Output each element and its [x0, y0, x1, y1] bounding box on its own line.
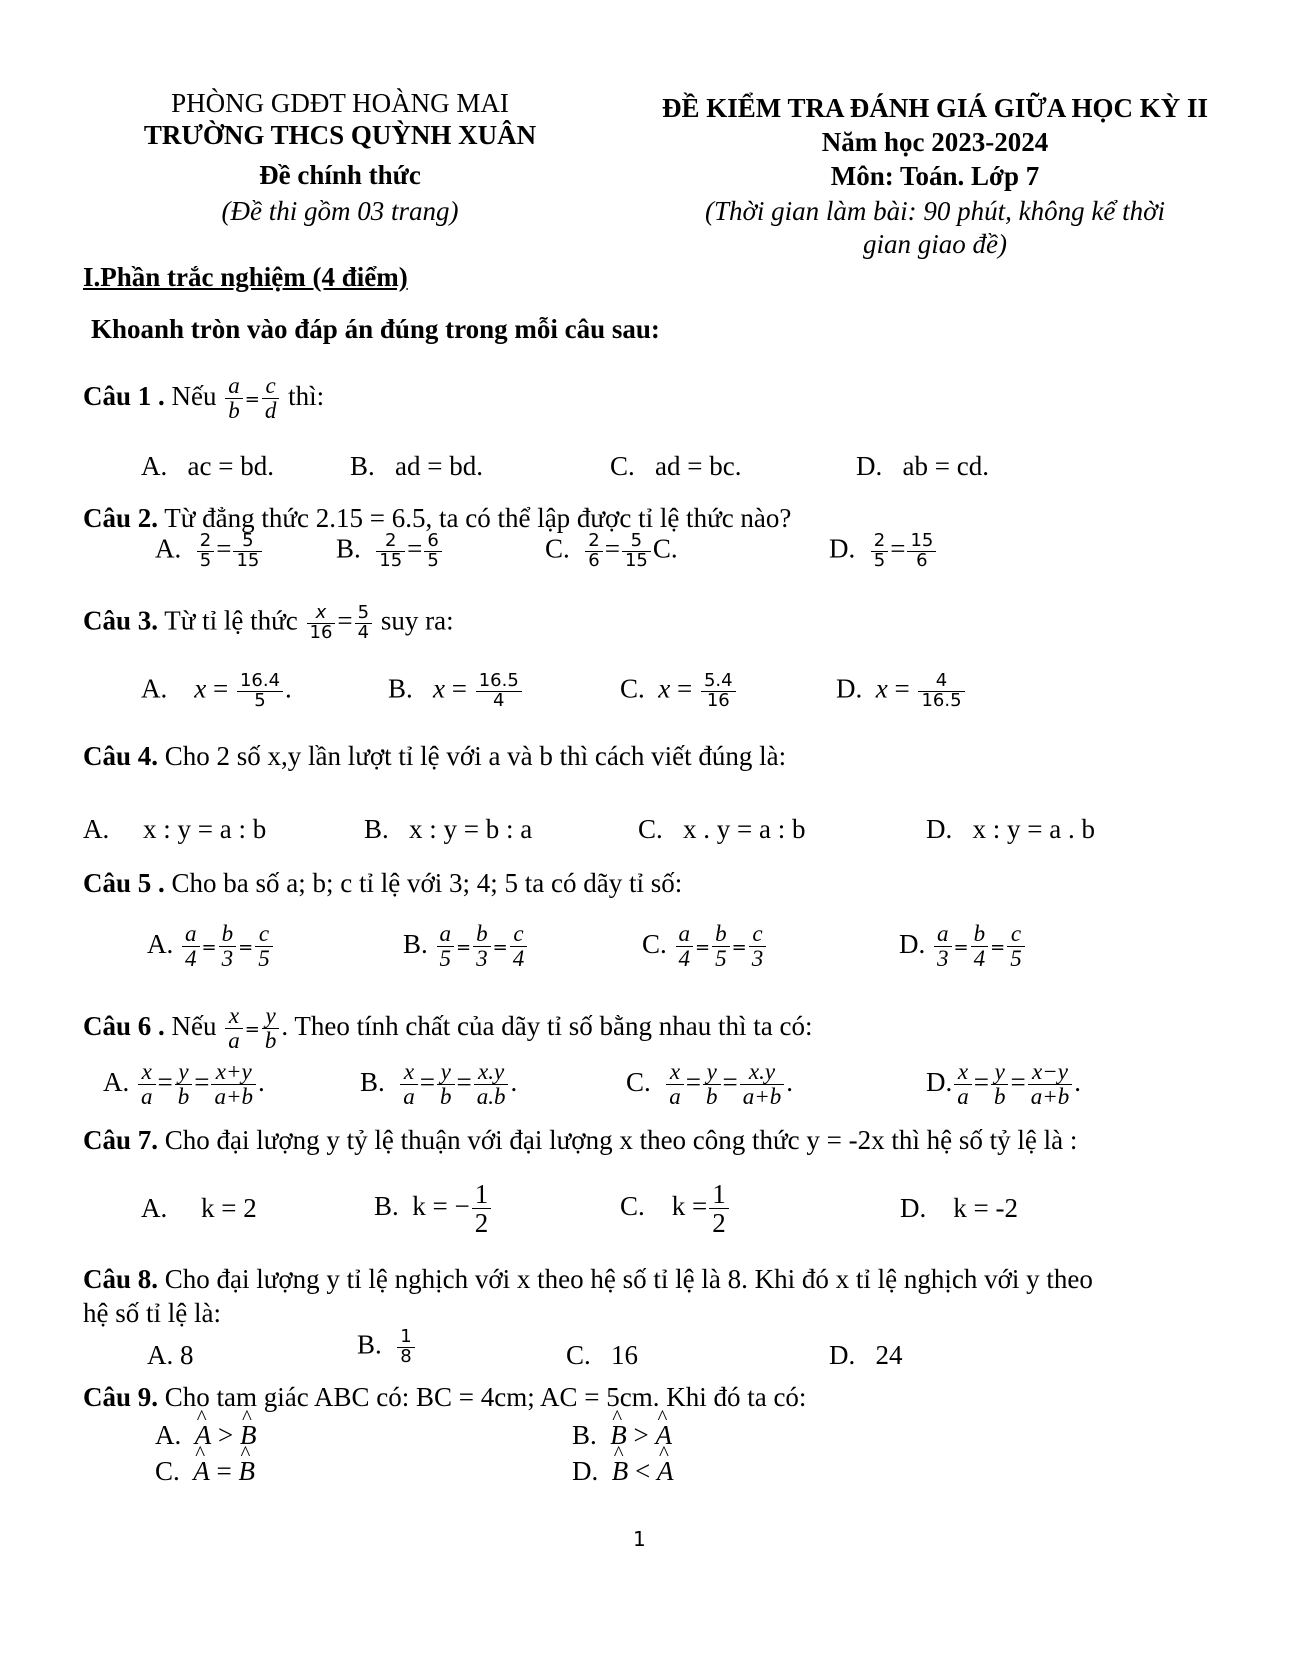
page-count-note: (Đề thi gồm 03 trang): [221, 196, 459, 226]
question-label: Câu 6 .: [83, 1010, 165, 1041]
question-5: [83, 868, 682, 899]
fraction-y-b: $\frac{y}{b}$: [262, 1004, 280, 1053]
question-text: thì:: [288, 380, 325, 411]
q2-option-d[interactable]: D. $\frac{2}{5}$ = $\frac{15}{6}$: [829, 532, 938, 571]
question-text: . Theo tính chất của dãy tỉ số bằng nhau thì ta có:: [281, 1010, 813, 1041]
question-8: [83, 1264, 1093, 1295]
q6-option-b[interactable]: B. $\frac{x}{a}$ = $\frac{y}{b}$ = $\frac{x.y}{a.b}$ .: [360, 1059, 518, 1110]
page-number: 1: [633, 1527, 646, 1551]
q6-option-a[interactable]: A. $\frac{x}{a}$ = $\frac{y}{b}$ = $\frac{x+y}{a+b}$ .: [103, 1059, 265, 1110]
q7-option-a[interactable]: A. k = 2: [141, 1193, 257, 1223]
question-9: [83, 1382, 806, 1413]
q6-option-c[interactable]: C. $\frac{x}{a}$ = $\frac{y}{b}$ = $\frac{x.y}{a+b}$ .: [626, 1059, 794, 1110]
instruction: Khoanh tròn vào đáp án đúng trong mỗi câu sau:: [91, 314, 660, 344]
q3-option-a[interactable]: A. x = $\frac{16.4}{5}$ .: [141, 670, 292, 711]
q5-option-c[interactable]: C. $\frac{a}{4}$ = $\frac{b}{5}$ = $\frac{c}{3}$: [642, 922, 768, 971]
question-3: Câu 3. Từ tỉ lệ thức $\frac{x}{16}$ = $\frac{5}{4}$ suy ra:: [83, 602, 454, 643]
section-title: I.Phần trắc nghiệm (4 điểm): [83, 262, 408, 292]
q5-option-b[interactable]: B. $\frac{a}{5}$ = $\frac{b}{3}$ = $\frac{c}{4}$: [403, 922, 529, 971]
question-label: Câu 5 .: [83, 868, 165, 898]
question-label: Câu 7.: [83, 1125, 159, 1155]
fraction-x-16: $\frac{x}{16}$: [307, 604, 336, 643]
question-1: Câu 1 . Nếu $\frac{a}{b}$ = $\frac{c}{d}$ thì:: [83, 373, 325, 424]
q2-option-a[interactable]: A. $\frac{2}{5}$ = $\frac{5}{15}$: [155, 532, 264, 571]
question-text: Nếu: [171, 1010, 217, 1041]
subject-line: Môn: Toán. Lớp 7: [830, 161, 1040, 191]
question-7: [83, 1125, 1077, 1156]
question-text: Cho tam giác ABC có: BC = 4cm; AC = 5cm. Khi đó ta có:: [164, 1382, 807, 1412]
question-4: [83, 741, 786, 772]
q4-option-b[interactable]: B. x : y = b : a: [364, 814, 533, 844]
official-label: Đề chính thức: [259, 160, 421, 190]
q4-option-d[interactable]: D. x : y = a . b: [926, 814, 1095, 844]
question-label: Câu 3.: [83, 605, 159, 636]
q5-option-a[interactable]: A. $\frac{a}{4}$ = $\frac{b}{3}$ = $\frac{c}{5}$: [147, 922, 275, 971]
q1-option-c[interactable]: C. ad = bc.: [610, 451, 742, 481]
q8-option-c[interactable]: C. 16: [566, 1340, 639, 1370]
question-text: Cho đại lượng y tỉ lệ nghịch với x theo hệ số tỉ lệ là 8. Khi đó x tỉ lệ nghịch với y theo: [164, 1264, 1093, 1294]
time-note-line2: gian giao đề): [863, 229, 1007, 259]
school-year: Năm học 2023-2024: [821, 127, 1049, 157]
question-text: suy ra:: [380, 605, 454, 636]
q3-option-c[interactable]: C. x = $\frac{5.4}{16}$: [620, 672, 738, 711]
question-text: Cho 2 số x,y lần lượt tỉ lệ với a và b thì cách viết đúng là:: [164, 741, 787, 771]
q3-option-d[interactable]: D. x = $\frac{4}{16.5}$: [836, 672, 967, 711]
question-label: Câu 8.: [83, 1264, 159, 1294]
q9-option-c[interactable]: C. ^ A = ^ B: [155, 1456, 255, 1487]
question-8-line2: hệ số tỉ lệ là:: [83, 1298, 221, 1328]
exam-title: ĐỀ KIỂM TRA ĐÁNH GIÁ GIỮA HỌC KỲ II: [661, 93, 1209, 123]
fraction-x-a: $\frac{x}{a}$: [225, 1004, 243, 1053]
q1-option-d[interactable]: D. ab = cd.: [856, 451, 989, 481]
department-name: PHÒNG GDĐT HOÀNG MAI: [171, 88, 509, 118]
q9-option-d[interactable]: D. ^ B < ^ A: [572, 1456, 673, 1487]
school-name: TRƯỜNG THCS QUỲNH XUÂN: [143, 120, 537, 150]
question-label: Câu 9.: [83, 1382, 159, 1412]
question-text: Cho đại lượng y tỷ lệ thuận với đại lượng x theo công thức y = -2x thì hệ số tỷ lệ là :: [164, 1125, 1078, 1155]
q4-option-c[interactable]: C. x . y = a : b: [638, 814, 806, 844]
q1-option-b[interactable]: B. ad = bd.: [350, 451, 483, 481]
q9-option-b[interactable]: B. ^ B > ^ A: [572, 1420, 672, 1451]
question-text: Cho ba số a; b; c tỉ lệ với 3; 4; 5 ta có dãy tỉ số:: [171, 868, 683, 898]
question-6: Câu 6 . Nếu $\frac{x}{a}$ = $\frac{y}{b}$ . Theo tính chất của dãy tỉ số bằng nhau thì ta có:: [83, 1003, 813, 1054]
fraction-c-d: $\frac{c}{d}$: [262, 374, 280, 423]
q8-option-d[interactable]: D. 24: [829, 1340, 903, 1370]
question-text: Từ đẳng thức 2.15 = 6.5, ta có thể lập được tỉ lệ thức nào?: [164, 503, 792, 533]
question-label: Câu 4.: [83, 741, 159, 771]
q6-option-d[interactable]: D. $\frac{x}{a}$ = $\frac{y}{b}$ = $\frac{x-y}{a+b}$ .: [926, 1059, 1081, 1110]
q8-option-b[interactable]: B. $\frac{1}{8}$: [357, 1328, 417, 1367]
q7-option-c[interactable]: C. k = $\frac{1}{2}$: [620, 1180, 731, 1238]
q5-option-d[interactable]: D. $\frac{a}{3}$ = $\frac{b}{4}$ = $\frac{c}{5}$: [899, 922, 1027, 971]
q2-option-c[interactable]: C. $\frac{2}{6}$ = $\frac{5}{15}$ C.: [545, 530, 678, 571]
q8-option-a[interactable]: A. 8: [147, 1340, 194, 1370]
q2-option-b[interactable]: B. $\frac{2}{15}$ = $\frac{6}{5}$: [336, 532, 444, 571]
fraction-a-b: $\frac{a}{b}$: [225, 374, 243, 423]
q3-option-b[interactable]: B. x = $\frac{16.5}{4}$: [388, 672, 524, 711]
question-label: Câu 1 .: [83, 380, 165, 411]
question-text: Nếu: [171, 380, 217, 411]
q1-option-a[interactable]: A. ac = bd.: [141, 451, 274, 481]
fraction-5-4: $\frac{5}{4}$: [355, 604, 372, 643]
q4-option-a[interactable]: A. x : y = a : b: [83, 814, 267, 844]
q9-option-a[interactable]: A. ^ A > ^ B: [155, 1420, 256, 1451]
time-note-line1: (Thời gian làm bài: 90 phút, không kể thời: [704, 196, 1166, 226]
question-label: Câu 2.: [83, 503, 159, 533]
q7-option-d[interactable]: D. k = -2: [900, 1193, 1018, 1223]
question-text: Từ tỉ lệ thức: [164, 605, 298, 636]
q7-option-b[interactable]: B. k = − $\frac{1}{2}$: [374, 1180, 493, 1238]
